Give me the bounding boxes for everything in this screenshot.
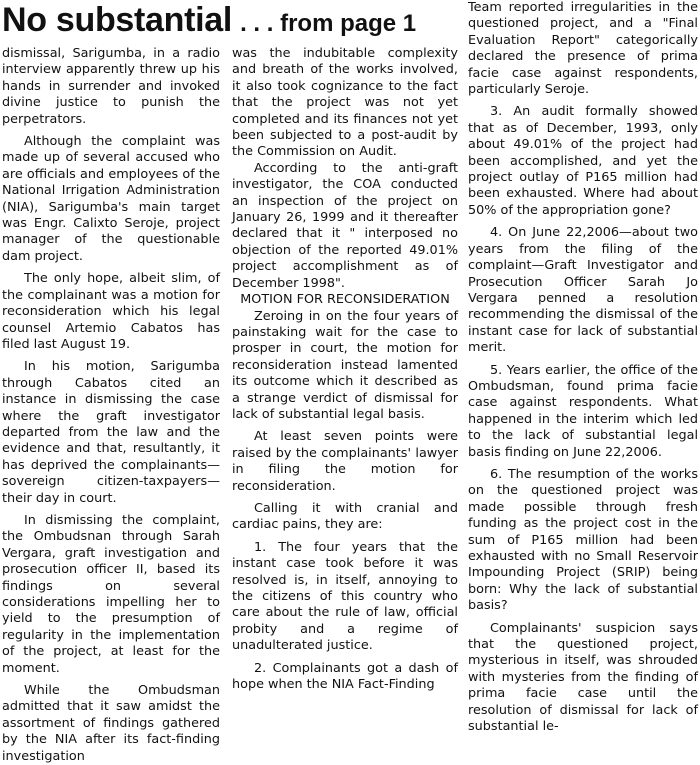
paragraph: At least seven points were raised by the complainants' lawyer in filing the motion for reconsideration. xyxy=(232,429,458,494)
paragraph: While the Ombudsman admitted that it saw amidst the assortment of findings gathered by the NIA after its fact-finding investigation xyxy=(2,683,220,764)
headline-main: No substantial xyxy=(2,1,233,39)
paragraph: 5. Years earlier, the office of the Ombudsman, found prima facie case against respondents. What happened in the interim which led to the lack of substantial legal basis finding on June 22,2006. xyxy=(468,362,698,460)
paragraph: 1. The four years that the instant case took before it was resolved is, in itself, annoying to the citizens of this country who care about the rule of law, official probity and a regime of unadulterated justice. xyxy=(232,539,458,654)
paragraph: was the indubitable complexity and breath of the works involved, it also took cognizance to the fact that the project was not yet completed and its finances not yet been subjected to a post-audit by the Commission on Audit. xyxy=(232,46,458,160)
paragraph: Although the complaint was made up of several accused who are officials and employees of the National Irrigation Administration (NIA), Sarigumba's main target was Engr. Calixto Seroje, project manager of the questionable dam project. xyxy=(2,134,220,264)
headline xyxy=(2,0,464,40)
article-column-1 xyxy=(2,46,220,764)
paragraph: 2. Complainants got a dash of hope when the NIA Fact-Finding xyxy=(232,660,458,693)
paragraph: The only hope, albeit slim, of the complainant was a motion for reconsideration which his legal counsel Artemio Cabatos has filed last August 19. xyxy=(2,271,220,352)
paragraph: In dismissing the complaint, the Ombudsnan through Sarah Vergara, graft investigation and prosecution officer II, based its findings on several considerations impelling her to yield to the presumption of regularity in the implementation of the project, at least for the moment. xyxy=(2,512,220,676)
paragraph: 6. The resumption of the works on the questioned project was made possible through fresh funding as the project cost in the sum of P165 million had been exhausted with no Small Reservoir Impounding Project (SRIP) being born: Why the lack of substantial basis? xyxy=(468,466,698,614)
paragraph: 4. On June 22,2006—about two years from the filing of the complaint—Graft Investigator and Prosecution Officer Sarah Jo Vergara penned a resolution recommending the dismissal of the instant case for lack of substantial merit. xyxy=(468,225,698,356)
paragraph: Zeroing in on the four years of painstaking wait for the case to prosper in court, the motion for reconsideration instead lamented its outcome which it described as a strange verdict of dismissal for lack of substantial legal basis. xyxy=(232,308,458,422)
paragraph: Complainants' suspicion says that the questioned project, mysterious in itself, was shrouded with mysteries from the finding of prima facie case until the resolution of dismissal for lack of substantial le- xyxy=(468,620,698,735)
paragraph: 3. An audit formally showed that as of December, 1993, only about 49.01% of the project had been accomplished, and yet the project outlay of P165 million had been exhausted. Where had about 50% of the appropriation gone? xyxy=(468,104,698,218)
paragraph: dismissal, Sarigumba, in a radio interview apparently threw up his hands in surrender and invoked divine justice to punish the perpetrators. xyxy=(2,46,220,127)
article-column-2 xyxy=(232,46,458,731)
headline-continuation: . . . from page 1 xyxy=(240,10,417,37)
paragraph: According to the anti-graft investigator, the COA conducted an inspection of the project on January 26, 1999 and it thereafter declared that it " interposed no objection of the reported 49.01% project accomplishment as of December 1998". xyxy=(232,160,458,291)
paragraph: Team reported irregularities in the questioned project, and a "Final Evaluation Report" categorically declared the presence of prima facie case against respondents, particularly Seroje. xyxy=(468,0,698,98)
paragraph: In his motion, Sarigumba through Cabatos cited an instance in dismissing the case where the graft investigator departed from the law and the evidence and that, resultantly, it has deprived the complainants—sovereign citizen-taxpayers—their day in court. xyxy=(2,359,220,506)
subheading: MOTION FOR RECONSIDERATION xyxy=(240,292,450,308)
paragraph: Calling it with cranial and cardiac pains, they are: xyxy=(232,500,458,533)
article-column-3 xyxy=(468,0,698,735)
